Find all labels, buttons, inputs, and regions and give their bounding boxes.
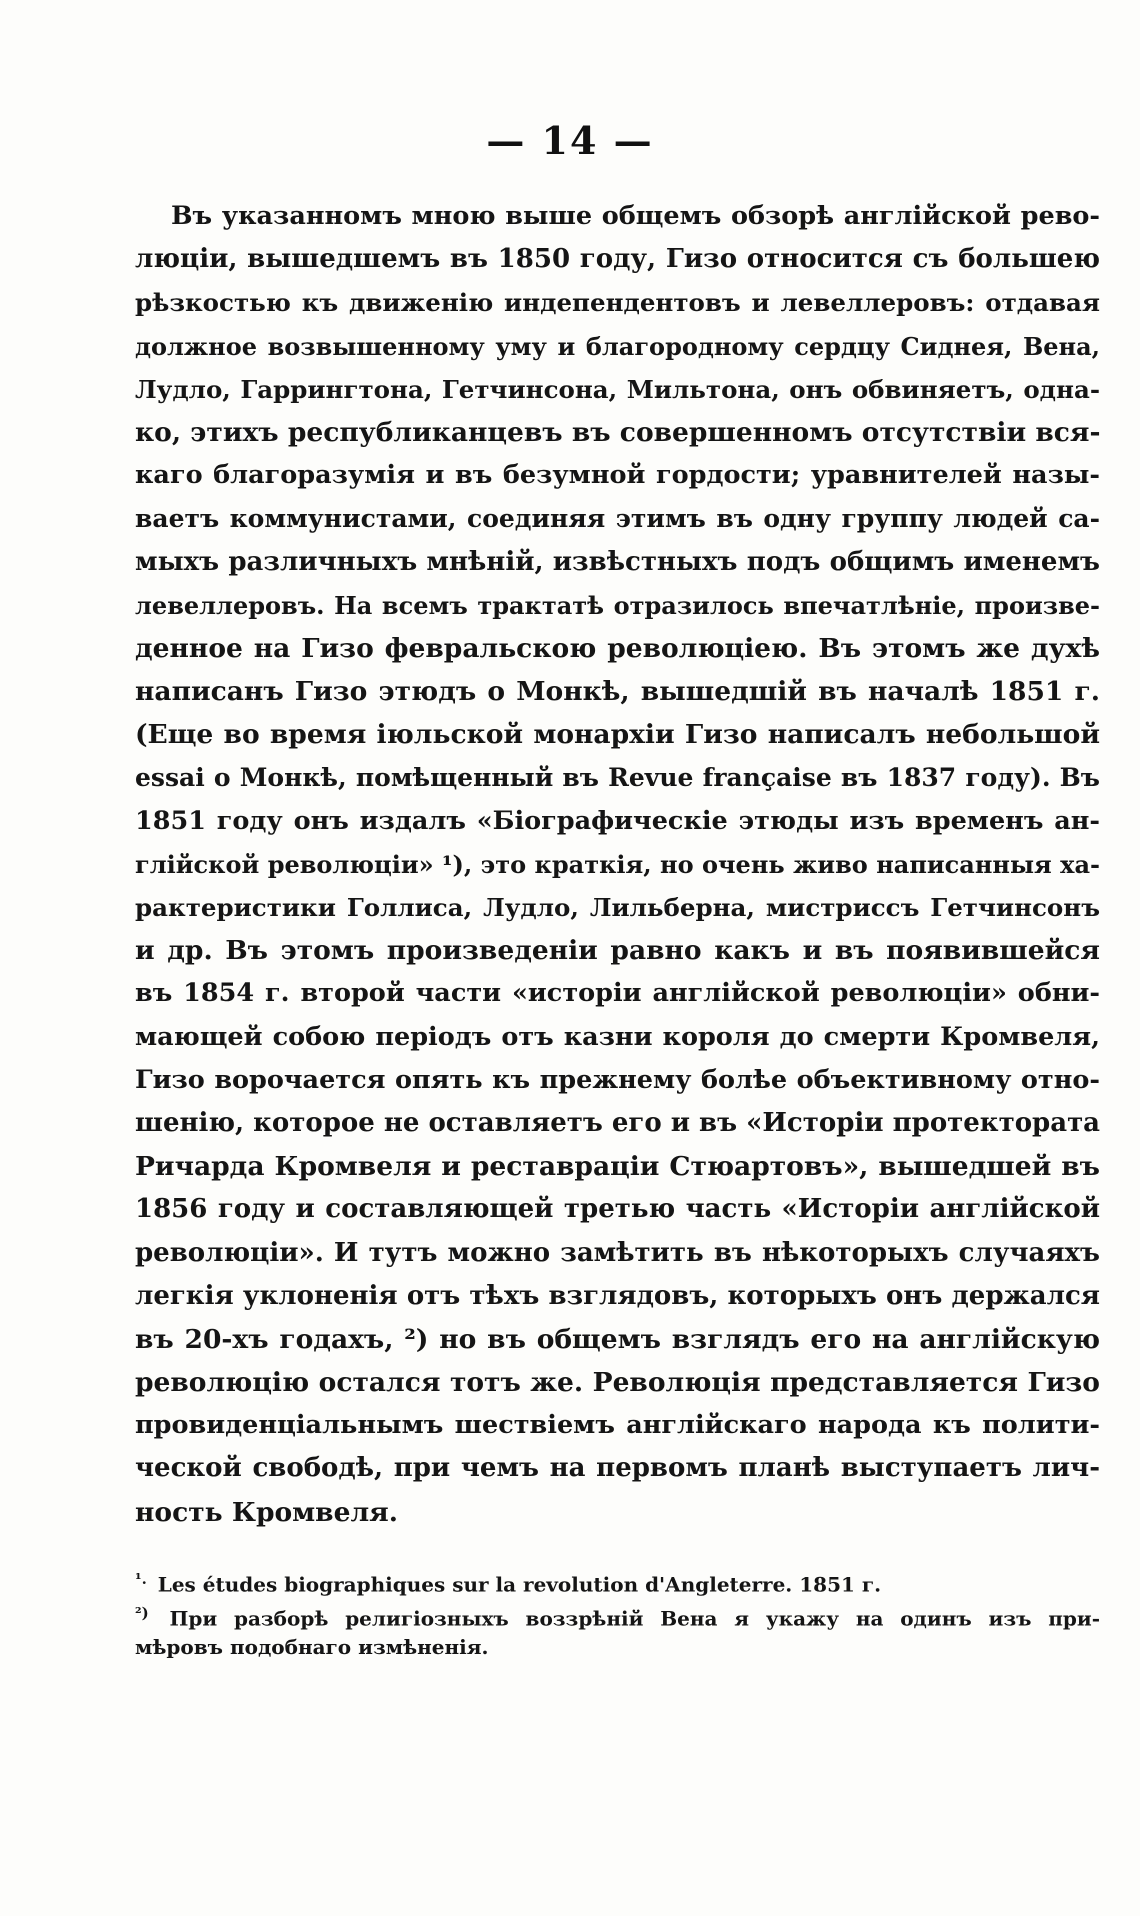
text-line: ность Кромвеля.	[135, 1496, 398, 1528]
footnote-1	[135, 1562, 1100, 1596]
text-line: ко, этихъ республиканцевъ въ совершенномъ отсутствіи вся-	[135, 416, 1101, 448]
text-line: глійской революціи» ¹), это краткія, но очень живо написанныя ха-	[135, 849, 1100, 879]
text-line: левеллеровъ. На всемъ трактатѣ отразилось впечатлѣніе, произве-	[135, 590, 1100, 620]
text-line: мыхъ различныхъ мнѣній, извѣстныхъ подъ общимъ именемъ	[135, 546, 1100, 577]
text-line: легкія уклоненія отъ тѣхъ взглядовъ, которыхъ онъ держался	[135, 1280, 1100, 1311]
footnote-2-mark: ²)	[135, 1604, 149, 1622]
footnotes	[135, 1562, 1100, 1664]
text-line: ваетъ коммунистами, соединяя этимъ въ одну группу людей са-	[135, 504, 1100, 534]
text-line: ческой свободѣ, при чемъ на первомъ планѣ выступаетъ лич-	[135, 1453, 1100, 1484]
text-line: Ричарда Кромвеля и реставраціи Стюартовъ», вышедшей въ	[135, 1151, 1100, 1183]
text-line: шенію, которое не оставляетъ его и въ «Исторіи протектората	[135, 1107, 1101, 1138]
footnote-2-text: При разборѣ религіозныхъ воззрѣній Вена я укажу на одинъ изъ при-	[169, 1606, 1100, 1631]
text-line: Въ указанномъ мною выше общемъ обзорѣ англійской рево-	[171, 201, 1100, 231]
text-line: провиденціальнымъ шествіемъ англійскаго народа къ полити-	[135, 1410, 1100, 1441]
text-line: каго благоразумія и въ безумной гордости; уравнителей назы-	[135, 460, 1100, 491]
text-line: революціи». И тутъ можно замѣтить въ нѣкоторыхъ случаяхъ	[135, 1237, 1100, 1268]
page-number: — 14 —	[486, 118, 654, 163]
text-line: люціи, вышедшемъ въ 1850 году, Гизо относится съ большею	[135, 244, 1100, 275]
text-line: въ 20-хъ годахъ, ²) но въ общемъ взглядъ его на англійскую	[135, 1323, 1100, 1355]
text-line: мающей собою періодъ отъ казни короля до смерти Кромвеля,	[135, 1021, 1100, 1052]
text-line: денное на Гизо февральскою революціею. Въ этомъ же духѣ	[135, 632, 1100, 664]
footnote-1-text: Les études biographiques sur la revolution d'Angleterre. 1851 г.	[157, 1572, 882, 1597]
main-text	[135, 195, 1100, 1534]
text-line: революцію остался тотъ же. Революція представляется Гизо	[135, 1367, 1100, 1399]
text-line: 1856 году и составляющей третью часть «Исторіи англійской	[135, 1194, 1100, 1225]
text-line: и др. Въ этомъ произведеніи равно какъ и въ появившейся	[135, 935, 1100, 967]
text-line: essai о Монкѣ, помѣщенный въ Revue française въ 1837 году). Въ	[135, 763, 1100, 793]
text-line: рѣзкостью къ движенію индепендентовъ и левеллеровъ: отдавая	[135, 288, 1100, 318]
footnote-2-continuation: мѣровъ подобнаго измѣненія.	[135, 1635, 489, 1659]
text-line: Лудло, Гаррингтона, Гетчинсона, Мильтона, онъ обвиняетъ, одна-	[135, 374, 1100, 404]
footnote-1-mark: ¹.	[135, 1570, 147, 1588]
text-line: написанъ Гизо этюдъ о Монкѣ, вышедшій въ началѣ 1851 г.	[135, 676, 1100, 708]
footnote-2	[135, 1596, 1100, 1630]
text-line: 1851 году онъ издалъ «Біографическіе этюды изъ временъ ан-	[135, 805, 1100, 836]
text-line: рактеристики Голлиса, Лудло, Лильберна, мистриссъ Гетчинсонъ	[135, 893, 1100, 922]
text-line: должное возвышенному уму и благородному сердцу Сиднея, Вена,	[135, 331, 1100, 361]
text-line: въ 1854 г. второй части «исторіи англійской революціи» обни-	[135, 978, 1100, 1009]
text-line: Гизо ворочается опять къ прежнему болѣе объективному отно-	[135, 1064, 1100, 1095]
text-line: (Еще во время іюльской монархіи Гизо написалъ небольшой	[135, 719, 1100, 751]
